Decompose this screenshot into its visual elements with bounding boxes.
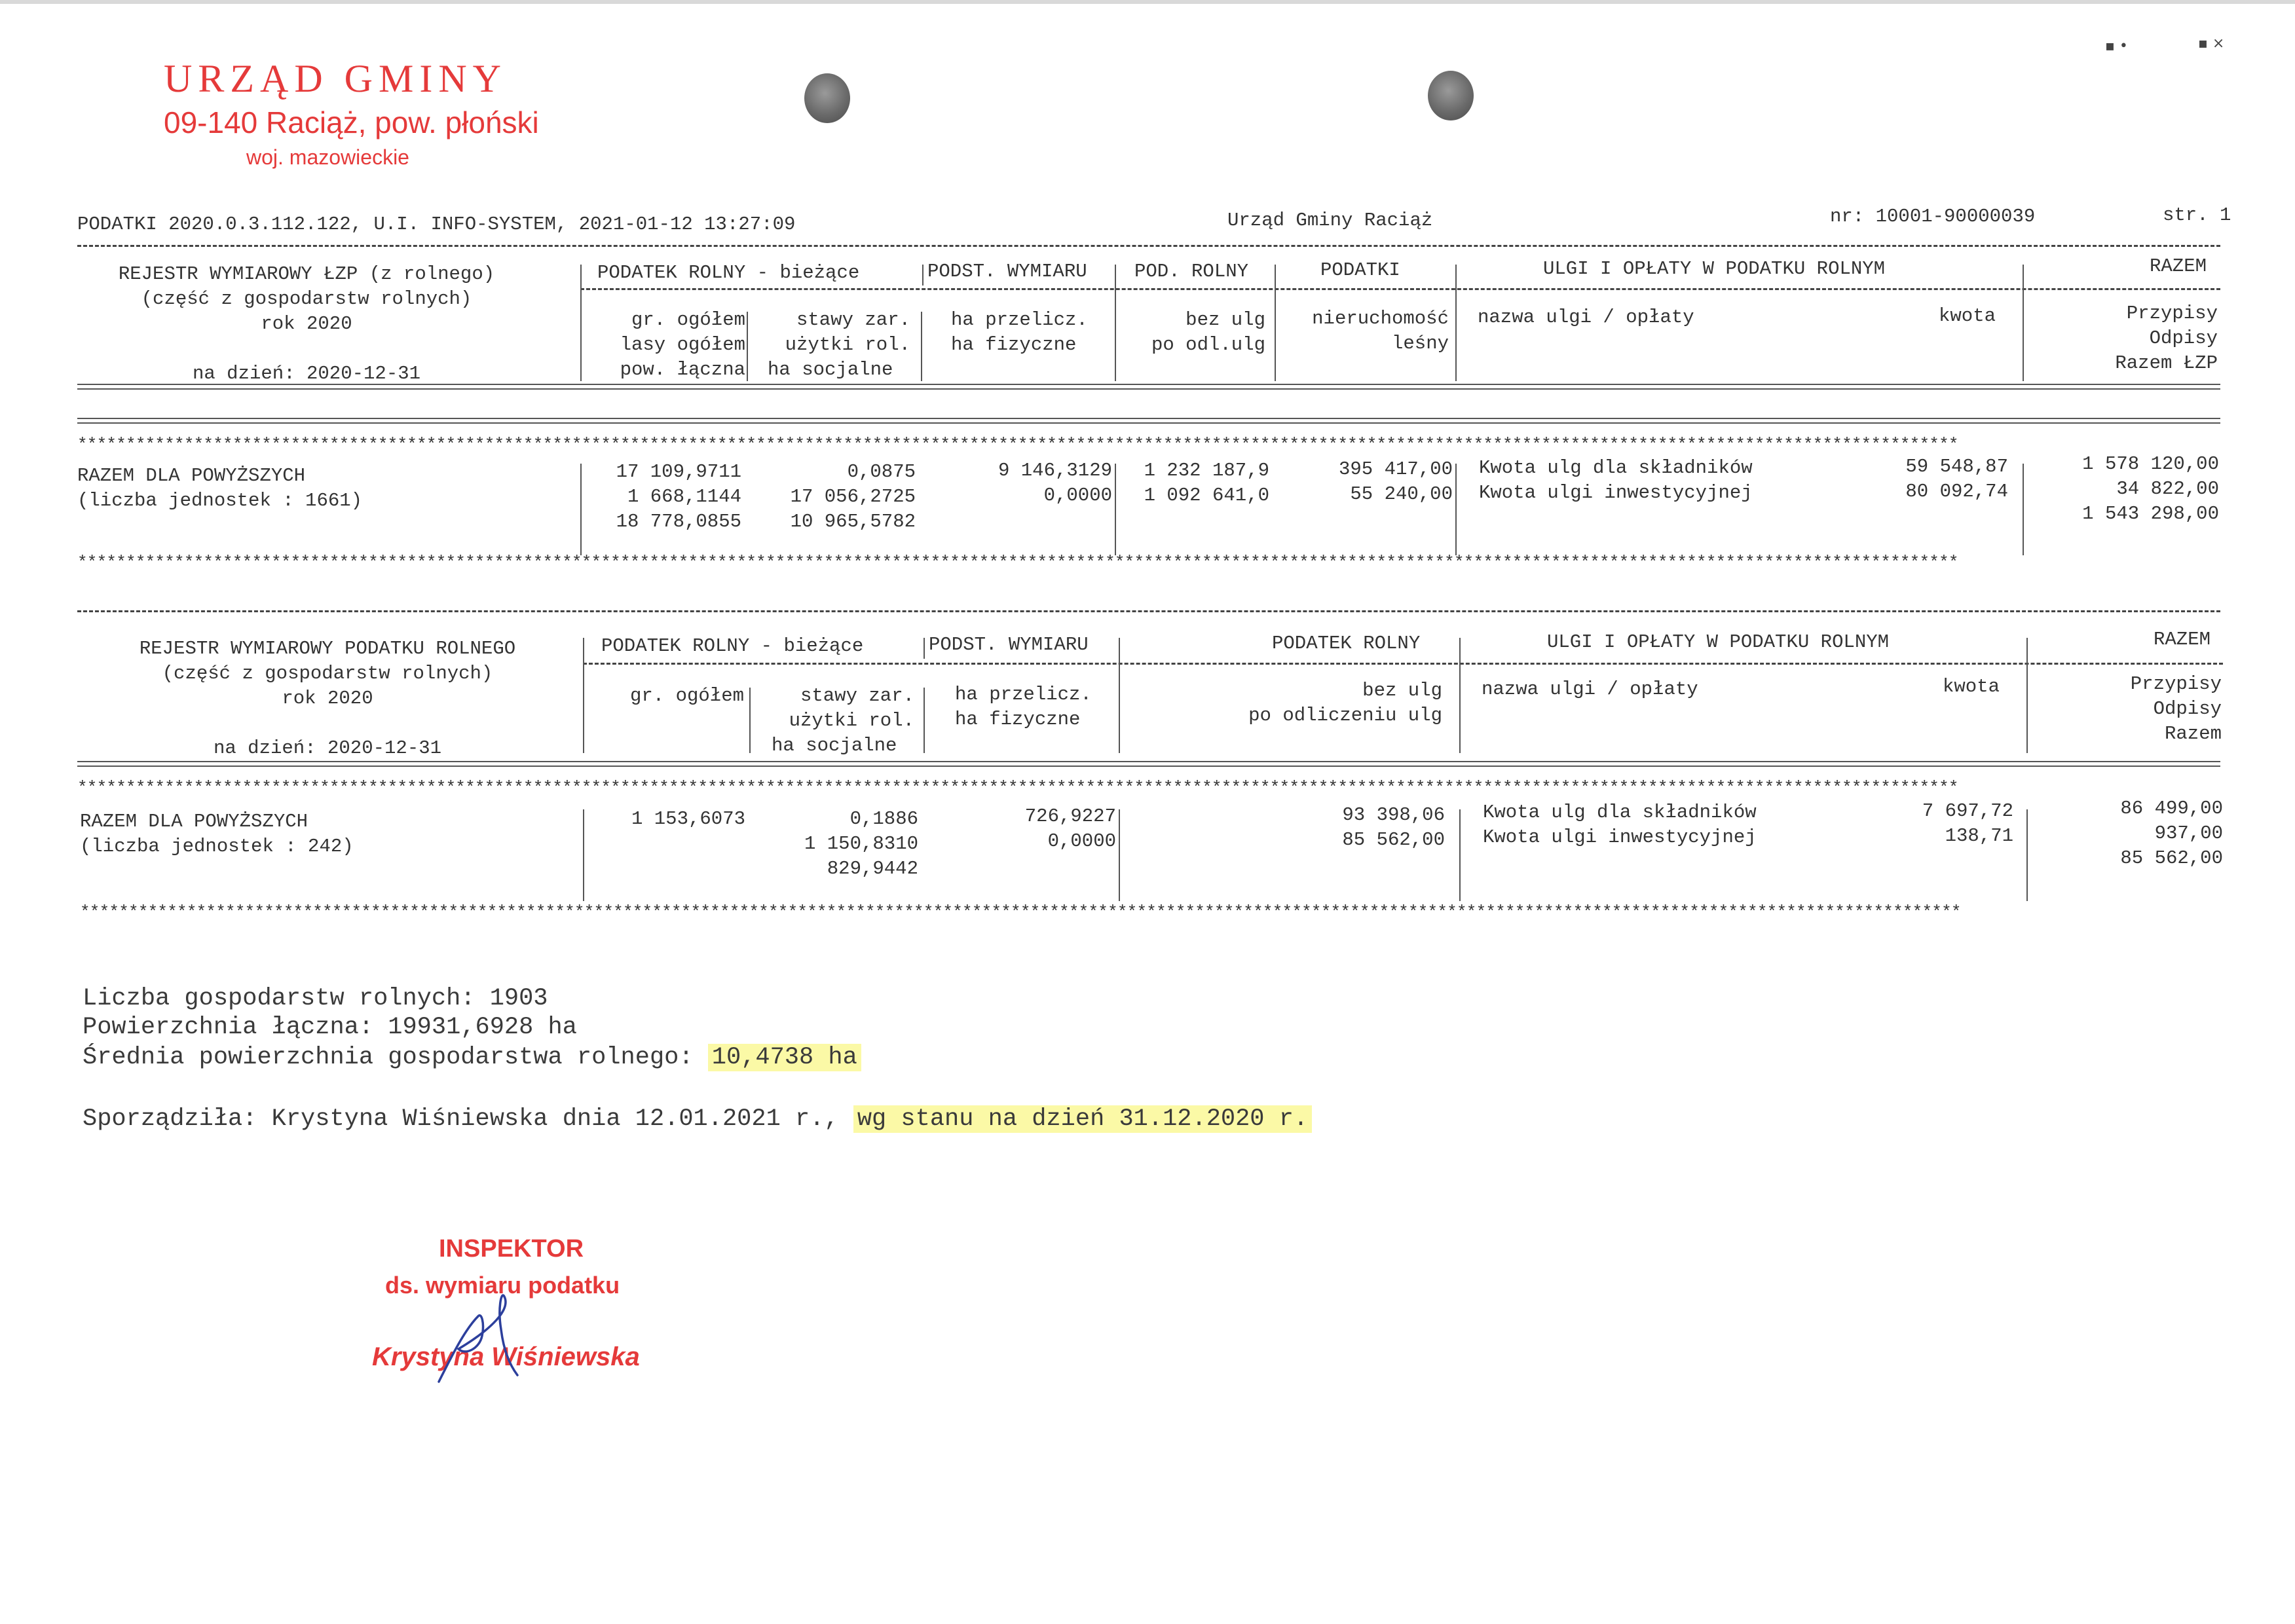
double-divider	[77, 384, 2220, 390]
col-separator	[1115, 265, 1116, 381]
subheader-przelicz: ha przelicz.	[951, 309, 1088, 331]
col-header-pod-rolny: POD. ROLNY	[1134, 261, 1249, 282]
value-socjalne: 10 965,5782	[790, 511, 916, 532]
subheader-uzytki: użytki rol.	[789, 710, 914, 731]
subheader-odpisy: Odpisy	[2149, 327, 2218, 349]
stamp-address: 09-140 Raciąż, pow. płoński	[164, 105, 539, 139]
subheader-po-odliczeniu: po odliczeniu ulg	[1248, 705, 1442, 726]
value-gr-ogolem: 1 153,6073	[631, 808, 745, 830]
value-lasy-ogolem: 1 668,1144	[627, 486, 741, 507]
stamp-province: woj. mazowieckie	[246, 145, 409, 169]
subheader-stawy: stawy zar.	[796, 309, 910, 331]
ulga-name-1: Kwota ulg dla składników	[1479, 457, 1753, 479]
value-bez-ulg: 1 232 187,9	[1144, 460, 1269, 481]
divider	[580, 288, 2220, 290]
page-number: str. 1	[2163, 204, 2231, 226]
subheader-nazwa-ulgi: nazwa ulgi / opłaty	[1478, 306, 1694, 328]
col-separator	[1459, 638, 1461, 753]
row-label: RAZEM DLA POWYŻSZYCH	[77, 465, 306, 487]
col-separator	[1119, 809, 1120, 901]
ulga-amount-2: 138,71	[1945, 825, 2013, 847]
row-label: RAZEM DLA POWYŻSZYCH	[80, 811, 308, 832]
subheader-gr-ogolem: gr. ogółem	[629, 685, 744, 707]
col-separator	[2023, 265, 2024, 381]
col-separator	[1455, 265, 1457, 381]
total-przypisy: 86 499,00	[2120, 798, 2223, 819]
summary-average-label: Średnia powierzchnia gospodarstwa rolnego:	[83, 1044, 694, 1071]
col-separator	[1455, 464, 1457, 555]
subheader-fizyczne: ha fizyczne	[951, 334, 1077, 356]
col-header-ulgi: ULGI I OPŁATY W PODATKU ROLNYM	[1547, 631, 1890, 653]
value-stawy: 0,1886	[849, 808, 918, 830]
col-separator	[583, 809, 584, 901]
value-lesny: 55 240,00	[1350, 483, 1453, 505]
summary-average-area	[83, 1043, 861, 1073]
col-header-podatki: PODATKI	[1320, 259, 1400, 281]
col-header-podatek-rolny: PODATEK ROLNY - bieżące	[601, 635, 864, 657]
value-pow-laczna: 18 778,0855	[616, 511, 741, 532]
subheader-przelicz: ha przelicz.	[955, 684, 1092, 705]
subheader-gr-ogolem: gr. ogółem	[631, 309, 745, 331]
ulga-name-1: Kwota ulg dla składników	[1483, 802, 1757, 823]
col-separator	[2023, 464, 2024, 555]
col-header-podst-wymiaru: PODST. WYMIARU	[929, 634, 1089, 655]
summary-total-area: Powierzchnia łączna: 19931,6928 ha	[83, 1014, 577, 1041]
subheader-lesny: leśny	[1391, 333, 1449, 354]
subheader-przypisy: Przypisy	[2126, 303, 2218, 324]
subheader-socjalne: ha socjalne	[772, 735, 897, 756]
stars-divider: **************************************************************************************************************************************************************************************************	[77, 436, 1958, 453]
row-count: (liczba jednostek : 1661)	[77, 490, 363, 511]
total-odpisy: 937,00	[2154, 822, 2223, 844]
stamp-department: ds. wymiaru podatku	[385, 1272, 620, 1299]
value-ha-fizyczne: 0,0000	[1043, 485, 1112, 506]
subheader-razem: Razem	[2164, 723, 2222, 745]
col-separator	[749, 688, 751, 753]
ulga-amount-1: 7 697,72	[1922, 800, 2013, 822]
value-nieruchomosc: 395 417,00	[1338, 458, 1453, 480]
subheader-lasy-ogolem: lasy ogółem	[620, 334, 745, 356]
ulga-amount-2: 80 092,74	[1905, 481, 2008, 502]
section-title: REJESTR WYMIAROWY ŁZP (z rolnego)	[118, 263, 495, 285]
col-header-razem: RAZEM	[2154, 629, 2211, 650]
col-separator	[1115, 464, 1116, 555]
summary-average-value: 10,4738 ha	[708, 1044, 861, 1071]
divider	[77, 610, 2220, 612]
col-separator	[2026, 809, 2028, 901]
subheader-stawy: stawy zar.	[800, 685, 914, 707]
stars-divider: **************************************************************************************************************************************************************************************************	[77, 779, 1958, 796]
section-year: rok 2020	[282, 688, 373, 709]
total-razem: 85 562,00	[2120, 847, 2223, 869]
subheader-socjalne: ha socjalne	[768, 359, 893, 380]
value-gr-ogolem: 17 109,9711	[616, 461, 741, 483]
ulga-name-2: Kwota ulgi inwestycyjnej	[1483, 826, 1757, 848]
subheader-fizyczne: ha fizyczne	[955, 709, 1081, 730]
subheader-po-odl-ulg: po odl.ulg	[1151, 334, 1265, 356]
subheader-kwota: kwota	[1939, 305, 1996, 327]
scan-mark: ▪ ×	[2198, 35, 2225, 52]
section-year: rok 2020	[261, 313, 352, 335]
col-separator	[922, 265, 924, 286]
col-header-ulgi: ULGI I OPŁATY W PODATKU ROLNYM	[1543, 258, 1886, 280]
col-separator	[580, 464, 582, 555]
col-header-podatek: PODATEK ROLNY	[1272, 633, 1421, 654]
section-date: na dzień: 2020-12-31	[213, 737, 442, 759]
section-date: na dzień: 2020-12-31	[192, 363, 421, 384]
ulga-name-2: Kwota ulgi inwestycyjnej	[1479, 482, 1753, 504]
total-przypisy: 1 578 120,00	[2082, 453, 2219, 475]
section-subtitle: (część z gospodarstw rolnych)	[141, 288, 472, 310]
subheader-bez-ulg: bez ulg	[1362, 680, 1442, 701]
col-header-podst-wymiaru: PODST. WYMIARU	[927, 261, 1087, 282]
subheader-razem-lzp: Razem ŁZP	[2115, 352, 2218, 374]
value-stawy: 0,0875	[847, 461, 916, 483]
subheader-przypisy: Przypisy	[2130, 673, 2222, 695]
subheader-odpisy: Odpisy	[2153, 698, 2222, 720]
value-ha-przelicz: 726,9227	[1024, 805, 1116, 827]
divider	[77, 245, 2220, 247]
subheader-nazwa-ulgi: nazwa ulgi / opłaty	[1482, 678, 1698, 700]
ulga-amount-1: 59 548,87	[1905, 456, 2008, 477]
col-separator	[2026, 638, 2028, 753]
total-odpisy: 34 822,00	[2116, 478, 2219, 500]
scan-mark: ▪ •	[2105, 38, 2128, 54]
total-razem-lzp: 1 543 298,00	[2082, 503, 2219, 525]
col-separator	[924, 638, 925, 659]
double-divider	[77, 418, 2220, 424]
subheader-uzytki: użytki rol.	[785, 334, 910, 356]
prepared-by-date: wg stanu na dzień 31.12.2020 r.	[853, 1105, 1312, 1133]
report-number: nr: 10001-90000039	[1830, 206, 2036, 227]
col-header-podatek-rolny: PODATEK ROLNY - bieżące	[597, 262, 860, 284]
col-separator	[1459, 809, 1461, 901]
summary-farm-count: Liczba gospodarstw rolnych: 1903	[83, 985, 548, 1012]
value-ha-przelicz: 9 146,3129	[998, 460, 1112, 481]
col-separator	[1275, 265, 1276, 381]
report-header-center: Urząd Gminy Raciąż	[1227, 210, 1433, 231]
stars-divider: **************************************************************************************************************************************************************************************************	[80, 904, 1961, 921]
value-uzytki: 1 150,8310	[804, 833, 918, 855]
section-title: REJESTR WYMIAROWY PODATKU ROLNEGO	[139, 638, 516, 659]
value-socjalne: 829,9442	[827, 858, 918, 879]
value-ha-fizyczne: 0,0000	[1047, 830, 1116, 852]
subheader-pow-laczna: pow. łączna	[620, 359, 745, 380]
row-count: (liczba jednostek : 242)	[80, 836, 354, 857]
value-uzytki: 17 056,2725	[790, 486, 916, 507]
col-separator	[921, 312, 922, 381]
col-separator	[580, 265, 582, 381]
subheader-nieruchomosc: nieruchomość	[1312, 308, 1449, 329]
col-separator	[924, 688, 925, 753]
col-separator	[583, 638, 584, 753]
punch-hole-left	[804, 73, 850, 123]
double-divider	[77, 761, 2220, 767]
col-separator	[1119, 638, 1120, 753]
stamp-name: Krystyna Wiśniewska	[372, 1342, 640, 1371]
scan-edge	[0, 0, 2295, 4]
section-subtitle: (część z gospodarstw rolnych)	[162, 663, 493, 684]
stamp-office-name: URZĄD GMINY	[164, 57, 507, 100]
stars-divider: **************************************************************************************************************************************************************************************************	[77, 554, 1958, 571]
value-po-odliczeniu: 85 562,00	[1342, 829, 1445, 851]
punch-hole-right	[1428, 71, 1474, 120]
handwritten-signature	[419, 1283, 576, 1388]
subheader-kwota: kwota	[1943, 676, 2000, 697]
col-separator	[747, 312, 748, 381]
subheader-bez-ulg: bez ulg	[1185, 309, 1265, 331]
stamp-title: INSPEKTOR	[439, 1235, 584, 1263]
prepared-by	[83, 1104, 1312, 1134]
value-po-odl-ulg: 1 092 641,0	[1144, 485, 1269, 506]
prepared-by-label: Sporządziła: Krystyna Wiśniewska dnia 12.01.2021 r.,	[83, 1105, 839, 1133]
value-bez-ulg: 93 398,06	[1342, 804, 1445, 826]
divider	[583, 663, 2223, 665]
col-header-razem: RAZEM	[2150, 255, 2207, 277]
report-header-left: PODATKI 2020.0.3.112.122, U.I. INFO-SYSTEM, 2021-01-12 13:27:09	[77, 213, 796, 235]
